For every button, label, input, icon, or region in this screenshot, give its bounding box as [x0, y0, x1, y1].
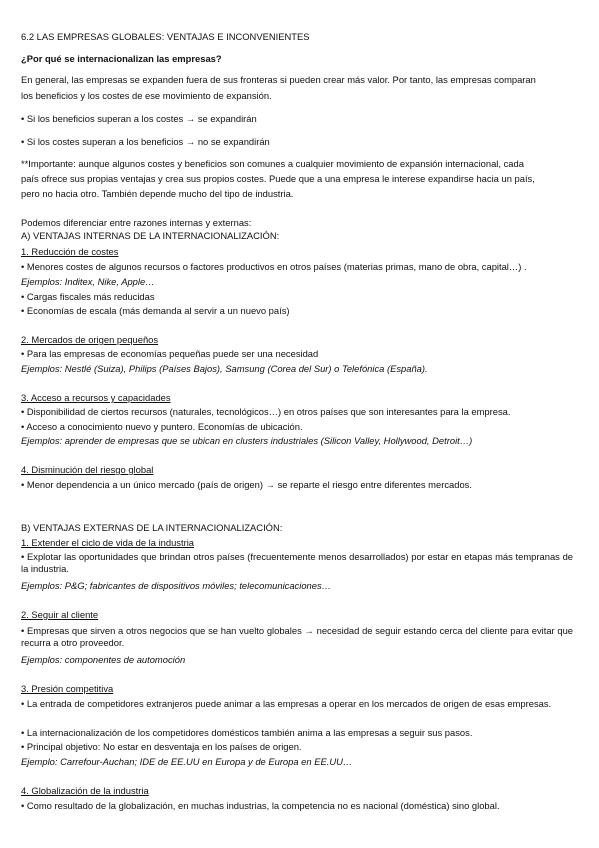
section-a-1-title: 1. Reducción de costes [21, 246, 119, 257]
section-a-4-title: 4. Disminución del riesgo global [21, 464, 154, 475]
section-b-4-bullet-1: • Como resultado de la globalización, en muchas industrias, la competencia no es nacional (doméstica) sino global. [21, 800, 500, 811]
section-b-3-bullet-3: • Principal objetivo: No estar en desventaja en los países de origen. [21, 741, 302, 752]
note-line-3: pero no hacia otro. También depende mucho del tipo de industria. [21, 188, 294, 199]
rule-benefits [21, 113, 257, 125]
section-b-2-effect: necesidad de seguir estando cerca del cliente para evitar que recurra a otro proveedor. [21, 625, 574, 648]
arrow-icon: → [265, 479, 275, 490]
section-b-2-example: Ejemplos: componentes de automoción [21, 654, 186, 665]
section-b-2-title: 2. Seguir al cliente [21, 609, 99, 620]
section-b-3-example: Ejemplo: Carrefour-Auchan; IDE de EE.UU en Europa y de Europa en EE.UU… [21, 756, 353, 767]
section-b-1-title: 1. Extender el ciclo de vida de la industria [21, 537, 195, 548]
intro-line-1: En general, las empresas se expanden fuera de sus fronteras si pueden crear más valor. Por tanto, las empresas comparan [21, 74, 536, 85]
section-a-4-cause: • Menor dependencia a un único mercado (país de origen) [21, 479, 263, 490]
section-b-1-example: Ejemplos: P&G; fabricantes de dispositivos móviles; telecomunicaciones… [21, 580, 332, 591]
section-a-2-bullet-1: • Para las empresas de economías pequeñas puede ser una necesidad [21, 348, 319, 359]
section-b-heading: B) VENTAJAS EXTERNAS DE LA INTERNACIONALIZACIÓN: [21, 522, 283, 533]
section-a-1-bullet-2: • Cargas fiscales más reducidas [21, 291, 155, 302]
section-b-1-bullet-1: • Explotar las oportunidades que brindan otros países (frecuentemente menos desarrollados) por estar en etapas más tempranas de la industria. [21, 551, 573, 574]
note-line-1: **Importante: aunque algunos costes y beneficios son comunes a cualquier movimiento de expansión internacional, cada [21, 158, 524, 169]
section-a-1-bullet-3: • Economías de escala (más demanda al servir a un nuevo país) [21, 305, 290, 316]
rule-costs-condition: • Si los costes superan a los beneficios [21, 136, 184, 147]
reasons-intro: Podemos diferenciar entre razones internas y externas: [21, 217, 252, 228]
section-a-1-bullet-1: • Menores costes de algunos recursos o factores productivos en otros países (materias primas, mano de obra, capital…) . [21, 261, 527, 272]
note-line-2: país ofrece sus propias ventajas y crea sus propios costes. Puede que a una empresa le interese expandirse hacia un país, [21, 173, 535, 184]
page-title: 6.2 LAS EMPRESAS GLOBALES: VENTAJAS E INCONVENIENTES [21, 31, 310, 42]
section-a-1-example: Ejemplos: Inditex, Nike, Apple… [21, 276, 155, 287]
section-b-3-bullet-1: • La entrada de competidores extranjeros puede animar a las empresas a operar en los mercados de origen de esas empresas. [21, 698, 552, 709]
section-b-2-cause: • Empresas que sirven a otros negocios que se han vuelto globales [21, 625, 302, 636]
section-a-3-bullet-1: • Disponibilidad de ciertos recursos (naturales, tecnológicos…) en otros países que son interesantes para la empresa. [21, 406, 511, 417]
section-a-2-example: Ejemplos: Nestlé (Suiza), Philips (Países Bajos), Samsung (Corea del Sur) o Telefónica (España). [21, 363, 428, 374]
section-b-3-title: 3. Presión competitiva [21, 683, 114, 694]
section-a-3-bullet-2: • Acceso a conocimiento nuevo y puntero. Economías de ubicación. [21, 421, 303, 432]
section-b-4-title: 4. Globalización de la industria [21, 785, 149, 796]
question-heading: ¿Por qué se internacionalizan las empresas? [21, 53, 222, 64]
section-a-4-bullet-1 [21, 479, 472, 491]
arrow-icon: → [185, 136, 196, 147]
section-a-3-title: 3. Acceso a recursos y capacidades [21, 392, 171, 403]
rule-benefits-result: se expandirán [197, 113, 257, 124]
rule-costs-result: no se expandirán [197, 136, 270, 147]
intro-line-2: los beneficios y los costes de ese movimiento de expansión. [21, 90, 272, 101]
section-b-2-bullet-1 [21, 625, 573, 649]
arrow-icon: → [304, 625, 314, 636]
section-a-3-example: Ejemplos: aprender de empresas que se ubican en clusters industriales (Silicon Valley, Hollywood, Detroit…) [21, 435, 473, 446]
rule-costs [21, 136, 270, 148]
section-a-2-title: 2. Mercados de origen pequeños [21, 334, 159, 345]
section-a-4-effect: se reparte el riesgo entre diferentes mercados. [277, 479, 472, 490]
section-b-3-bullet-2: • La internacionalización de los competidores domésticos también anima a las empresas a seguir sus pasos. [21, 727, 473, 738]
arrow-icon: → [185, 113, 196, 124]
rule-benefits-condition: • Si los beneficios superan a los costes [21, 113, 184, 124]
section-a-heading: A) VENTAJAS INTERNAS DE LA INTERNACIONALIZACIÓN: [21, 230, 280, 241]
